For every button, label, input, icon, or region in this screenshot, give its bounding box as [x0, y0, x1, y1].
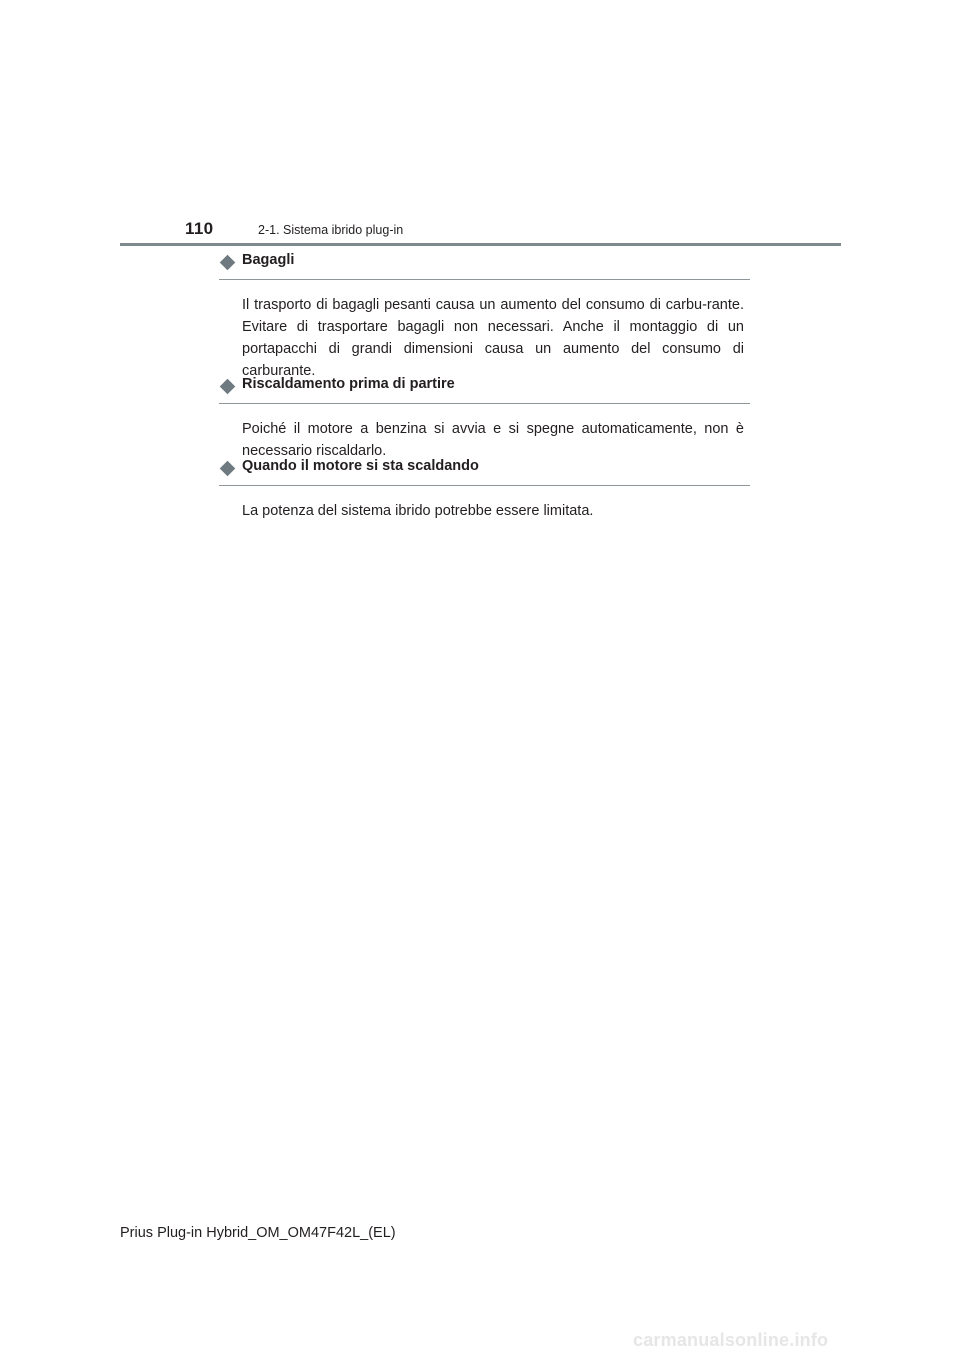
diamond-bullet-icon	[220, 461, 236, 477]
diamond-bullet-icon	[220, 379, 236, 395]
footer-model-code: Prius Plug-in Hybrid_OM_OM47F42L_(EL)	[120, 1225, 396, 1241]
section-heading	[219, 458, 750, 486]
section-heading-text: Bagagli	[242, 252, 295, 268]
section-heading	[219, 376, 750, 404]
watermark: carmanualsonline.info	[633, 1330, 829, 1350]
page-number: 110	[185, 219, 214, 238]
header-rule	[120, 243, 841, 246]
running-header: 2-1. Sistema ibrido plug-in	[258, 223, 404, 237]
section-riscaldamento	[219, 376, 750, 462]
diamond-bullet-icon	[220, 255, 236, 271]
section-heading-text: Riscaldamento prima di partire	[242, 376, 455, 392]
section-body: Il trasporto di bagagli pesanti causa un aumento del consumo di carbu-rante. Evitare di trasportare bagagli non necessari. Anche il montaggio di un portapacchi di grandi dimensioni causa un aumento del consumo di carburante.	[242, 297, 744, 379]
section-heading-text: Quando il motore si sta scaldando	[242, 458, 479, 474]
section-motore-scaldando	[219, 458, 750, 522]
section-heading	[219, 252, 750, 280]
section-bagagli	[219, 252, 750, 382]
section-body: La potenza del sistema ibrido potrebbe essere limitata.	[242, 503, 594, 519]
section-body: Poiché il motore a benzina si avvia e si spegne automaticamente, non è necessario riscaldarlo.	[242, 421, 744, 459]
